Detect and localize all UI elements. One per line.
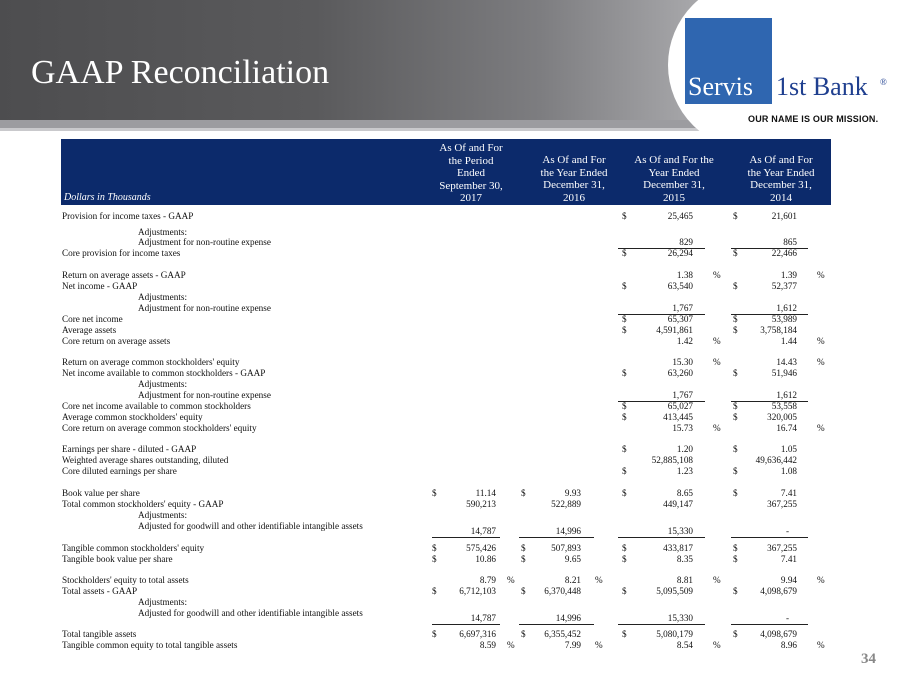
row-label: Adjustments: — [138, 379, 188, 389]
value-cell: 14,787 — [470, 526, 496, 536]
currency-symbol: $ — [733, 412, 738, 422]
value-cell: 9.65 — [564, 554, 581, 564]
currency-symbol: $ — [733, 554, 738, 564]
value-cell: 5,080,179 — [656, 629, 693, 639]
currency-symbol: $ — [733, 543, 738, 553]
currency-symbol: $ — [733, 466, 738, 476]
value-cell: 449,147 — [663, 499, 693, 509]
value-cell: 4,591,861 — [656, 325, 693, 335]
row-label: Adjustments: — [138, 292, 188, 302]
value-cell: 7.99 — [564, 640, 581, 650]
dollars-in-thousands-label: Dollars in Thousands — [64, 192, 151, 203]
currency-symbol: $ — [432, 488, 437, 498]
subtotal-underline — [432, 624, 500, 625]
row-label: Core net income — [62, 314, 123, 324]
row-label: Adjusted for goodwill and other identifiable intangible assets — [138, 521, 363, 531]
currency-symbol: $ — [733, 248, 738, 258]
percent-symbol: % — [595, 575, 603, 585]
value-cell: 1.23 — [676, 466, 693, 476]
value-cell: 522,889 — [551, 499, 581, 509]
row-label: Adjustment for non-routine expense — [138, 237, 271, 247]
value-cell: 507,893 — [551, 543, 581, 553]
table-row — [0, 554, 900, 566]
currency-symbol: $ — [733, 586, 738, 596]
row-label: Adjustments: — [138, 227, 188, 237]
value-cell: 1.38 — [676, 270, 693, 280]
value-cell: 865 — [783, 237, 797, 247]
table-row — [0, 640, 900, 652]
row-label: Tangible book value per share — [62, 554, 173, 564]
currency-symbol: $ — [733, 325, 738, 335]
value-cell: 3,758,184 — [760, 325, 797, 335]
percent-symbol: % — [817, 575, 825, 585]
percent-symbol: % — [817, 270, 825, 280]
value-cell: 9.94 — [780, 575, 797, 585]
percent-symbol: % — [595, 640, 603, 650]
value-cell: 15,330 — [667, 526, 693, 536]
logo-registered-mark: ® — [880, 77, 887, 87]
row-label: Net income - GAAP — [62, 281, 138, 291]
value-cell: 1.44 — [780, 336, 797, 346]
value-cell: 4,098,679 — [760, 586, 797, 596]
subtotal-underline — [618, 624, 705, 625]
row-label: Return on average common stockholders' equity — [62, 357, 240, 367]
table-row — [0, 248, 900, 260]
value-cell: 1,612 — [776, 303, 797, 313]
percent-symbol: % — [713, 640, 721, 650]
currency-symbol: $ — [432, 629, 437, 639]
value-cell: 1.05 — [780, 444, 797, 454]
currency-symbol: $ — [622, 325, 627, 335]
value-cell: 22,466 — [771, 248, 797, 258]
value-cell: 6,697,316 — [459, 629, 496, 639]
row-label: Return on average assets - GAAP — [62, 270, 186, 280]
value-cell: 14,996 — [555, 613, 581, 623]
currency-symbol: $ — [432, 543, 437, 553]
currency-symbol: $ — [733, 211, 738, 221]
row-label: Total assets - GAAP — [62, 586, 138, 596]
value-cell: 8.65 — [676, 488, 693, 498]
currency-symbol: $ — [622, 629, 627, 639]
column-header-2015: As Of and For the Year Ended December 31, 2015 — [634, 154, 714, 204]
currency-symbol: $ — [521, 586, 526, 596]
value-cell: 4,098,679 — [760, 629, 797, 639]
currency-symbol: $ — [733, 488, 738, 498]
subtotal-underline — [432, 537, 500, 538]
value-cell: 14,787 — [470, 613, 496, 623]
value-cell: 320,005 — [767, 412, 797, 422]
value-cell: 1,767 — [672, 390, 693, 400]
percent-symbol: % — [713, 575, 721, 585]
row-label: Tangible common equity to total tangible assets — [62, 640, 238, 650]
table-row — [0, 423, 900, 435]
row-label: Stockholders' equity to total assets — [62, 575, 189, 585]
percent-symbol: % — [713, 357, 721, 367]
value-cell: 1,612 — [776, 390, 797, 400]
percent-symbol: % — [817, 357, 825, 367]
subtotal-underline — [519, 537, 594, 538]
currency-symbol: $ — [733, 281, 738, 291]
subtotal-underline — [519, 624, 594, 625]
value-cell: 52,377 — [771, 281, 797, 291]
value-cell: 11.14 — [475, 488, 496, 498]
percent-symbol: % — [507, 575, 515, 585]
row-label: Core return on average common stockholders' equity — [62, 423, 257, 433]
value-cell: 1.08 — [780, 466, 797, 476]
percent-symbol: % — [817, 640, 825, 650]
currency-symbol: $ — [622, 248, 627, 258]
value-cell: - — [785, 613, 789, 623]
row-label: Total common stockholders' equity - GAAP — [62, 499, 224, 509]
percent-symbol: % — [713, 423, 721, 433]
currency-symbol: $ — [622, 444, 627, 454]
currency-symbol: $ — [733, 629, 738, 639]
currency-symbol: $ — [622, 543, 627, 553]
percent-symbol: % — [713, 336, 721, 346]
column-header-2016: As Of and For the Year Ended December 31, 2016 — [540, 154, 608, 204]
value-cell: 52,885,108 — [651, 455, 693, 465]
percent-symbol: % — [507, 640, 515, 650]
currency-symbol: $ — [622, 412, 627, 422]
value-cell: 10.86 — [475, 554, 496, 564]
value-cell: 16.74 — [776, 423, 797, 433]
value-cell: 7.41 — [780, 554, 797, 564]
value-cell: 6,355,452 — [544, 629, 581, 639]
row-label: Core return on average assets — [62, 336, 171, 346]
currency-symbol: $ — [521, 629, 526, 639]
row-label: Weighted average shares outstanding, diluted — [62, 455, 229, 465]
row-label: Adjustment for non-routine expense — [138, 303, 271, 313]
value-cell: 590,213 — [466, 499, 496, 509]
logo-bank-text: 1st Bank — [776, 72, 868, 101]
currency-symbol: $ — [521, 554, 526, 564]
table-row — [0, 211, 900, 223]
value-cell: 53,989 — [771, 314, 797, 324]
row-label: Provision for income taxes - GAAP — [62, 211, 194, 221]
row-label: Average common stockholders' equity — [62, 412, 203, 422]
value-cell: 53,558 — [771, 401, 797, 411]
percent-symbol: % — [817, 336, 825, 346]
currency-symbol: $ — [733, 314, 738, 324]
row-label: Book value per share — [62, 488, 140, 498]
row-label: Adjustments: — [138, 510, 188, 520]
currency-symbol: $ — [622, 488, 627, 498]
value-cell: 8.96 — [780, 640, 797, 650]
value-cell: 63,260 — [667, 368, 693, 378]
value-cell: 367,255 — [767, 543, 797, 553]
value-cell: 8.21 — [564, 575, 581, 585]
currency-symbol: $ — [622, 466, 627, 476]
logo-tagline: OUR NAME IS OUR MISSION. — [748, 114, 879, 124]
table-row — [0, 607, 900, 623]
subtotal-underline — [731, 537, 808, 538]
value-cell: 575,426 — [466, 543, 496, 553]
value-cell: 9.93 — [564, 488, 581, 498]
value-cell: 14,996 — [555, 526, 581, 536]
value-cell: 8.59 — [479, 640, 496, 650]
currency-symbol: $ — [733, 368, 738, 378]
currency-symbol: $ — [622, 554, 627, 564]
value-cell: 1,767 — [672, 303, 693, 313]
value-cell: 63,540 — [667, 281, 693, 291]
value-cell: 6,370,448 — [544, 586, 581, 596]
value-cell: 15.73 — [672, 423, 693, 433]
value-cell: 367,255 — [767, 499, 797, 509]
value-cell: 49,636,442 — [755, 455, 797, 465]
page-title: GAAP Reconciliation — [31, 54, 330, 91]
value-cell: 8.35 — [676, 554, 693, 564]
table-row — [0, 520, 900, 536]
currency-symbol: $ — [622, 401, 627, 411]
row-label: Average assets — [62, 325, 117, 335]
currency-symbol: $ — [622, 211, 627, 221]
percent-symbol: % — [713, 270, 721, 280]
percent-symbol: % — [817, 423, 825, 433]
value-cell: 7.41 — [780, 488, 797, 498]
logo-servis-text: Servis — [688, 72, 753, 101]
value-cell: 5,095,509 — [656, 586, 693, 596]
value-cell: 15,330 — [667, 613, 693, 623]
value-cell: - — [785, 526, 789, 536]
row-label: Core provision for income taxes — [62, 248, 181, 258]
value-cell: 1.20 — [676, 444, 693, 454]
column-header-2014: As Of and For the Year Ended December 31, 2014 — [747, 154, 815, 204]
currency-symbol: $ — [622, 586, 627, 596]
value-cell: 8.79 — [479, 575, 496, 585]
row-label: Adjusted for goodwill and other identifiable intangible assets — [138, 608, 363, 618]
column-header-2017: As Of and For the Period Ended September 30, 2017 — [439, 142, 503, 204]
page-number: 34 — [861, 651, 876, 667]
currency-symbol: $ — [733, 401, 738, 411]
value-cell: 8.81 — [676, 575, 693, 585]
value-cell: 6,712,103 — [459, 586, 496, 596]
table-row — [0, 466, 900, 478]
row-label: Adjustments: — [138, 597, 188, 607]
currency-symbol: $ — [432, 554, 437, 564]
currency-symbol: $ — [733, 444, 738, 454]
value-cell: 413,445 — [663, 412, 693, 422]
row-label: Tangible common stockholders' equity — [62, 543, 205, 553]
row-label: Adjustment for non-routine expense — [138, 390, 271, 400]
row-label: Net income available to common stockholders - GAAP — [62, 368, 266, 378]
row-label: Total tangible assets — [62, 629, 137, 639]
currency-symbol: $ — [622, 281, 627, 291]
currency-symbol: $ — [521, 543, 526, 553]
row-label: Earnings per share - diluted - GAAP — [62, 444, 197, 454]
value-cell: 21,601 — [771, 211, 797, 221]
value-cell: 1.42 — [676, 336, 693, 346]
value-cell: 51,946 — [771, 368, 797, 378]
table-header — [61, 139, 831, 205]
value-cell: 25,465 — [667, 211, 693, 221]
row-label: Core diluted earnings per share — [62, 466, 177, 476]
row-label: Core net income available to common stockholders — [62, 401, 251, 411]
value-cell: 1.39 — [780, 270, 797, 280]
value-cell: 26,294 — [667, 248, 693, 258]
value-cell: 14.43 — [776, 357, 797, 367]
currency-symbol: $ — [622, 314, 627, 324]
value-cell: 8.54 — [676, 640, 693, 650]
subtotal-underline — [618, 537, 705, 538]
value-cell: 15.30 — [672, 357, 693, 367]
currency-symbol: $ — [622, 368, 627, 378]
value-cell: 829 — [679, 237, 693, 247]
table-row — [0, 336, 900, 348]
currency-symbol: $ — [432, 586, 437, 596]
value-cell: 65,307 — [667, 314, 693, 324]
value-cell: 433,817 — [663, 543, 693, 553]
value-cell: 65,027 — [667, 401, 693, 411]
currency-symbol: $ — [521, 488, 526, 498]
subtotal-underline — [731, 624, 808, 625]
